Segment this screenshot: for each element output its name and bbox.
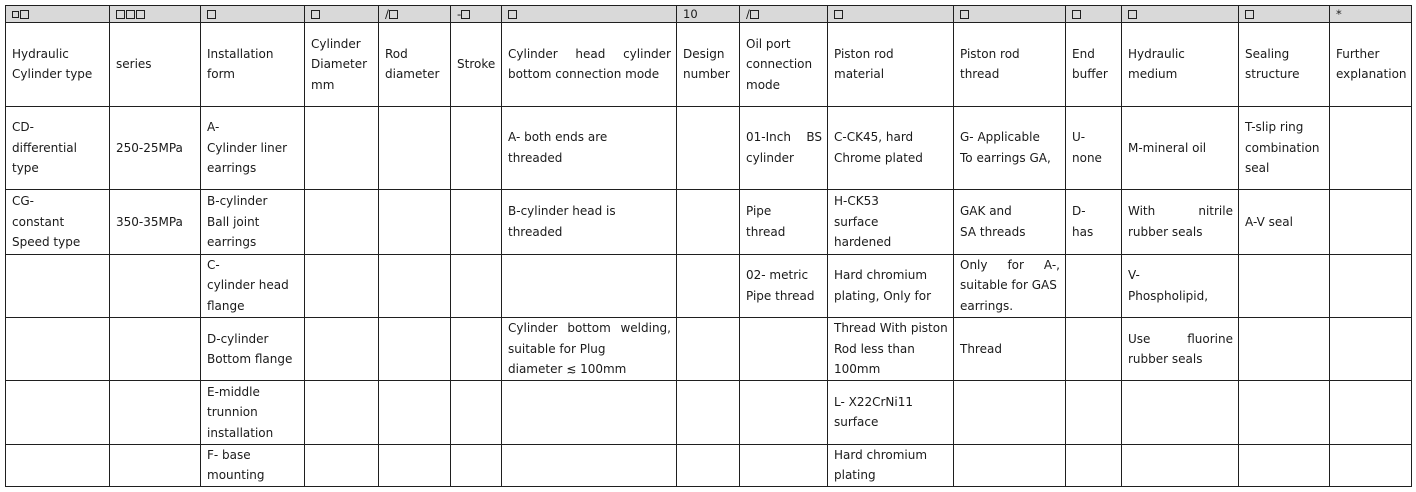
code-glyphs: [508, 7, 518, 21]
table-row: [6, 106, 1412, 190]
header-line: structure: [1245, 67, 1300, 82]
code-cell: [1330, 6, 1412, 23]
code-glyphs: *: [1336, 7, 1342, 22]
cell-line: suitable for GAS: [960, 278, 1057, 293]
code-cell: [502, 6, 677, 23]
code-cell: [201, 6, 305, 23]
cell-line: flange: [207, 298, 245, 313]
table-cell: [828, 106, 954, 190]
code-cell: [1066, 6, 1122, 23]
cell-line: constant: [12, 214, 65, 229]
code-glyphs: [1072, 7, 1082, 21]
table-cell: [502, 190, 677, 254]
table-cell: [6, 190, 110, 254]
table-cell: [201, 317, 305, 380]
code-cell: [828, 6, 954, 23]
column-header: [305, 23, 379, 107]
cell-line: threaded: [508, 224, 563, 239]
header-line: End: [1072, 46, 1095, 61]
table-cell: [451, 106, 502, 190]
header-row: [6, 23, 1412, 107]
checkbox-glyph-icon: [20, 10, 29, 19]
header-line: Cylinder type: [12, 67, 93, 82]
header-line: mm: [311, 77, 335, 92]
header-line: form: [207, 67, 235, 82]
cell-line: 02- metric: [746, 268, 809, 283]
table-cell: [201, 190, 305, 254]
cell-line: B-cylinder head is: [508, 204, 616, 219]
table-cell: [954, 444, 1066, 486]
cell-line: type: [12, 161, 39, 176]
table-cell: [740, 444, 828, 486]
header-line: Hydraulic: [1128, 46, 1185, 61]
header-line: Oil port: [746, 36, 791, 51]
table-cell: [379, 190, 451, 254]
cell-line: 100mm: [834, 362, 881, 377]
table-cell: [201, 381, 305, 444]
cell-line: earrings: [207, 235, 257, 250]
cell-line: diameter ≲ 100mm: [508, 362, 627, 377]
hydraulic-cylinder-code-table: [5, 5, 1412, 487]
table-cell: [451, 317, 502, 380]
table-cell: [451, 190, 502, 254]
column-header: [379, 23, 451, 107]
table-cell: [502, 381, 677, 444]
cell-line: C-CK45, hard: [834, 130, 914, 145]
table-cell: [110, 254, 201, 317]
cell-line: earrings: [207, 161, 257, 176]
cell-line: trunnion: [207, 405, 258, 420]
table-cell: [1330, 381, 1412, 444]
header-line: buffer: [1072, 67, 1108, 82]
cell-line: F- base: [207, 447, 251, 462]
code-row: [6, 6, 1412, 23]
checkbox-glyph-icon: [960, 10, 969, 19]
table-cell: [740, 190, 828, 254]
table-cell: [502, 106, 677, 190]
header-line: Diameter: [311, 57, 368, 72]
table-cell: [1122, 254, 1239, 317]
header-line: Sealing: [1245, 46, 1290, 61]
cell-line: differential: [12, 140, 77, 155]
code-cell: [451, 6, 502, 23]
header-line: series: [116, 57, 152, 72]
table-row: [6, 381, 1412, 444]
header-line: Further: [1336, 46, 1380, 61]
column-header: [451, 23, 502, 107]
table-cell: [305, 444, 379, 486]
code-cell: [954, 6, 1066, 23]
column-header: [828, 23, 954, 107]
table-cell: [1122, 190, 1239, 254]
table-cell: [6, 106, 110, 190]
cell-line: To earrings GA,: [960, 150, 1051, 165]
table-cell: [1239, 381, 1330, 444]
header-line: thread: [960, 67, 1000, 82]
cell-line: plating, Only for: [834, 288, 931, 303]
column-header: [740, 23, 828, 107]
cell-line: Speed type: [12, 235, 81, 250]
cell-line: M-mineral oil: [1128, 140, 1207, 155]
header-line: Hydraulic: [12, 46, 69, 61]
table-cell: [6, 444, 110, 486]
table-cell: [110, 317, 201, 380]
table-cell: [1239, 254, 1330, 317]
table-row: [6, 254, 1412, 317]
cell-line: Chrome plated: [834, 150, 923, 165]
checkbox-glyph-icon: [311, 10, 320, 19]
header-line: mode: [746, 77, 781, 92]
table-cell: [6, 317, 110, 380]
header-line: explanation: [1336, 67, 1407, 82]
code-glyphs: [207, 7, 217, 21]
checkbox-glyph-icon: [207, 10, 216, 19]
header-line: Piston rod: [960, 46, 1020, 61]
table-cell: [677, 381, 740, 444]
table-cell: [6, 381, 110, 444]
checkbox-glyph-icon: [1128, 10, 1137, 19]
cell-line: A-: [207, 120, 220, 135]
cell-line: 250-25MPa: [116, 140, 183, 155]
column-header: [502, 23, 677, 107]
cell-line: 01-Inch BS: [746, 130, 822, 145]
table-cell: [110, 190, 201, 254]
column-header: [1066, 23, 1122, 107]
table-cell: [828, 190, 954, 254]
checkbox-glyph-icon: [461, 10, 470, 19]
code-glyphs: 10: [683, 7, 698, 22]
table-cell: [305, 381, 379, 444]
column-header: [677, 23, 740, 107]
table-cell: [1122, 444, 1239, 486]
code-glyphs: /: [385, 7, 399, 21]
cell-line: U-: [1072, 130, 1086, 145]
table-cell: [1066, 254, 1122, 317]
checkbox-glyph-icon: [1072, 10, 1081, 19]
cell-line: rubber seals: [1128, 352, 1203, 367]
table-cell: [1239, 317, 1330, 380]
table-cell: [1066, 190, 1122, 254]
cell-line: hardened: [834, 235, 892, 250]
header-line: material: [834, 67, 885, 82]
cell-line: Hard chromium: [834, 447, 928, 462]
header-line: Design: [683, 46, 725, 61]
header-line: Installation: [207, 46, 274, 61]
cell-line: Hard chromium: [834, 268, 928, 283]
table-cell: [828, 317, 954, 380]
table-cell: [828, 254, 954, 317]
table-cell: [1330, 106, 1412, 190]
cell-line: cylinder: [746, 150, 794, 165]
cell-line: none: [1072, 150, 1102, 165]
header-line: Cylinder head cylinder: [508, 46, 671, 61]
cell-line: B-cylinder: [207, 194, 268, 209]
cell-line: has: [1072, 224, 1094, 239]
cell-line: L- X22CrNi11: [834, 394, 914, 409]
header-line: Stroke: [457, 57, 496, 72]
table-cell: [677, 317, 740, 380]
table-cell: [954, 106, 1066, 190]
code-cell: [1122, 6, 1239, 23]
cell-line: threaded: [508, 150, 563, 165]
column-header: [1122, 23, 1239, 107]
code-cell: [305, 6, 379, 23]
cell-line: earrings.: [960, 298, 1014, 313]
table-cell: [1122, 106, 1239, 190]
cell-line: Thread: [960, 341, 1002, 356]
table-cell: [828, 381, 954, 444]
table-cell: [6, 254, 110, 317]
checkbox-glyph-icon: [116, 10, 125, 19]
code-cell: [740, 6, 828, 23]
code-glyphs: [311, 7, 321, 21]
table-cell: [954, 190, 1066, 254]
cell-line: cylinder head: [207, 278, 289, 293]
cell-line: A- both ends are: [508, 130, 608, 145]
code-cell: [379, 6, 451, 23]
checkbox-glyph-icon: [508, 10, 517, 19]
cell-line: G- Applicable: [960, 130, 1040, 145]
cell-line: T-slip ring: [1245, 120, 1304, 135]
table-cell: [677, 190, 740, 254]
header-line: Rod: [385, 46, 408, 61]
cell-line: Pipe: [746, 204, 772, 219]
code-glyphs: [116, 7, 146, 21]
code-glyphs: [960, 7, 970, 21]
table-row: [6, 444, 1412, 486]
cell-line: seal: [1245, 161, 1270, 176]
table-cell: [677, 106, 740, 190]
header-line: medium: [1128, 67, 1178, 82]
code-glyphs: -: [457, 7, 471, 21]
cell-line: suitable for Plug: [508, 341, 606, 356]
code-glyphs: [1128, 7, 1138, 21]
checkbox-glyph-icon: [750, 10, 759, 19]
table-row: [6, 190, 1412, 254]
table-cell: [1122, 317, 1239, 380]
table-cell: [502, 444, 677, 486]
table-cell: [110, 444, 201, 486]
table-cell: [110, 106, 201, 190]
code-glyphs: [834, 7, 844, 21]
column-header: [954, 23, 1066, 107]
header-line: bottom connection mode: [508, 67, 660, 82]
header-line: connection: [746, 57, 813, 72]
table-cell: [201, 254, 305, 317]
cell-line: Only for A-,: [960, 257, 1060, 272]
cell-line: plating: [834, 468, 876, 483]
checkbox-glyph-icon: [136, 10, 145, 19]
table-cell: [451, 254, 502, 317]
header-line: Cylinder: [311, 36, 361, 51]
cell-line: A-V seal: [1245, 214, 1293, 229]
table-cell: [677, 444, 740, 486]
cell-line: CD-: [12, 120, 34, 135]
cell-line: E-middle: [207, 384, 260, 399]
table-cell: [1330, 254, 1412, 317]
checkbox-glyph-icon: [834, 10, 843, 19]
code-glyphs: [12, 7, 30, 21]
cell-line: C-: [207, 257, 220, 272]
table-cell: [1239, 190, 1330, 254]
checkbox-glyph-icon: [389, 10, 398, 19]
table-cell: [740, 106, 828, 190]
header-line: Piston rod: [834, 46, 894, 61]
cell-line: D-cylinder: [207, 331, 269, 346]
table-cell: [677, 254, 740, 317]
column-header: [1330, 23, 1412, 107]
cell-line: combination: [1245, 140, 1320, 155]
code-glyphs: /: [746, 7, 760, 21]
cell-line: Ball joint: [207, 214, 260, 229]
table-cell: [1066, 106, 1122, 190]
column-header: [110, 23, 201, 107]
cell-line: CG-: [12, 194, 35, 209]
table-cell: [379, 317, 451, 380]
code-cell: [6, 6, 110, 23]
column-header: [6, 23, 110, 107]
table-cell: [201, 444, 305, 486]
table-cell: [110, 381, 201, 444]
cell-line: Cylinder bottom welding,: [508, 321, 671, 336]
table-cell: [502, 254, 677, 317]
cell-line: GAK and: [960, 204, 1012, 219]
table-cell: [451, 381, 502, 444]
table-cell: [740, 254, 828, 317]
table-cell: [1239, 106, 1330, 190]
table-cell: [379, 444, 451, 486]
cell-line: V-: [1128, 268, 1140, 283]
checkbox-glyph-icon: [126, 10, 135, 19]
cell-line: Cylinder liner: [207, 140, 288, 155]
table-cell: [379, 254, 451, 317]
table-cell: [740, 381, 828, 444]
table-cell: [954, 381, 1066, 444]
cell-line: H-CK53: [834, 194, 879, 209]
table-cell: [305, 106, 379, 190]
table-cell: [1066, 317, 1122, 380]
table-cell: [1330, 444, 1412, 486]
table-cell: [305, 190, 379, 254]
cell-line: rubber seals: [1128, 224, 1203, 239]
table-cell: [305, 317, 379, 380]
code-cell: [1239, 6, 1330, 23]
cell-line: surface: [834, 415, 879, 430]
small-checkbox-glyph-icon: [12, 11, 19, 18]
table-cell: [740, 317, 828, 380]
table-cell: [828, 444, 954, 486]
table-cell: [451, 444, 502, 486]
cell-line: thread: [746, 224, 786, 239]
cell-line: surface: [834, 214, 879, 229]
cell-line: installation: [207, 425, 274, 440]
cell-line: mounting: [207, 468, 265, 483]
table-cell: [1066, 444, 1122, 486]
cell-line: Rod less than: [834, 341, 915, 356]
cell-line: Phospholipid,: [1128, 288, 1209, 303]
table-row: [6, 317, 1412, 380]
code-cell: [677, 6, 740, 23]
cell-line: Bottom flange: [207, 352, 293, 367]
cell-line: Thread With piston: [834, 321, 948, 336]
cell-line: 350-35MPa: [116, 214, 183, 229]
cell-line: With nitrile: [1128, 204, 1233, 219]
cell-line: Use fluorine: [1128, 331, 1233, 346]
table-cell: [502, 317, 677, 380]
cell-line: Pipe thread: [746, 288, 815, 303]
code-glyphs: [1245, 7, 1255, 21]
column-header: [201, 23, 305, 107]
checkbox-glyph-icon: [1245, 10, 1254, 19]
table-cell: [379, 106, 451, 190]
table-cell: [1066, 381, 1122, 444]
table-cell: [954, 317, 1066, 380]
header-line: diameter: [385, 67, 440, 82]
header-line: number: [683, 67, 730, 82]
cell-line: D-: [1072, 204, 1086, 219]
table-cell: [201, 106, 305, 190]
cell-line: SA threads: [960, 224, 1026, 239]
table-cell: [1330, 190, 1412, 254]
table-cell: [1239, 444, 1330, 486]
table-cell: [1122, 381, 1239, 444]
table-cell: [305, 254, 379, 317]
table-cell: [379, 381, 451, 444]
table-cell: [954, 254, 1066, 317]
table-cell: [1330, 317, 1412, 380]
column-header: [1239, 23, 1330, 107]
code-cell: [110, 6, 201, 23]
